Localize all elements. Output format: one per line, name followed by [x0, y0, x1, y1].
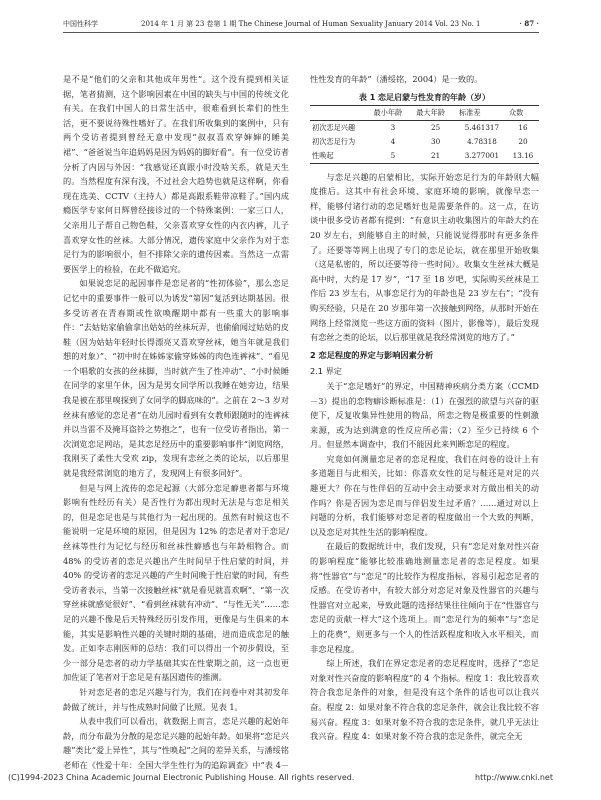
- table-cell: 性唤起: [310, 149, 371, 164]
- table-cell: 3.277001: [457, 149, 507, 164]
- table-cell: 13.16: [507, 149, 539, 164]
- right-column: [310, 72, 539, 772]
- paragraph: 与恋足兴趣的启蒙相比，实际开始恋足行为的年龄则大幅度推后。这其中有社会环境、家庭环境的影响，就像早恋一样，能够付诸行动的恋足嗜好也是需要条件的。这一点，在访谈中很多受访者都有提到：“有意识主动收集图片的年龄大约在 20 岁左右，到能够自主的时候，只能说觉得那时有更多条件了。还要等等网上出现了专门的恋足论坛，就在那里开始收集（这是私密的，所以还要等待一些时间）。收集女生丝袜大概是高中时，大约是 17 岁”，“17 至 18 岁吧，实际购买丝袜是工作后 23 岁左右，从事恋足行为的年龄也是 23 岁左右”；“没有购买经验，只是在 20 岁那年第一次接触到网络，从那时开始在网络上经常浏览一些这方面的资料（图片，影像等），最后发现有恋丝之类的论坛，以后那里就是我经常浏览的地方了。”: [310, 171, 539, 343]
- table-cell: 初次恋足兴趣: [312, 122, 356, 132]
- table-cell: 初次恋足行为: [312, 136, 356, 146]
- table-title: 表 1 恋足启蒙与性发育的年龄（岁）: [358, 92, 491, 102]
- table-row: [310, 149, 539, 164]
- data-table: [310, 105, 539, 164]
- page-number: · 87 ·: [519, 19, 539, 28]
- paragraph: 究竟如何测量恋足者的恋足程度，我们在问卷的设计上有多道题目与此相关，比如：你喜欢女性的足与鞋还是对足的兴趣更大？你在与性伴侣的互动中会主动要求对方做出相关的动作吗？你是否因为恋足而与伴侣发生过矛盾？……通过对以上问题的分析，我们能够对恋足者的程度做出一个大致的判断，以及恋足对其性生活的影响程度。: [310, 453, 539, 537]
- subsection-title: 2.1 界定: [310, 366, 342, 377]
- paragraph: 是不是“他们的父亲和其他成年男性”。这个没有提到相关证据，笔者猜测，这个影响因素在中国的缺失与中国的传统文化有关。在我们中国人的日常生活中，很难看到长辈们的性生活，更不要说待殊性嗜好了。在我们所收集到的案例中，只有两个受访者提到曾经无意中发现“叔叔喜欢穿婶婶的睡美裙”、“爸爸说当年追妈妈是因为妈妈的脚好看”。有一位受访者分析了内因与外因：“我感觉还真跟小时没啥关系，就是天生的。当然程度有深有浅，不过社会大趋势也就是这样啊，你看现在选美、CCTV（主持人）都是高跟系鞋带凉鞋了。”国内成瘾医学专家何日辉曾经接诊过的一个特殊案例：一家三口人，父亲用儿子帮自己物色鞋，父亲喜欢穿女性的内衣内裤，儿子喜欢穿女性的丝袜。大部分情况，遗传家庭中父亲作为对于恋足行为的影响很小，但不排除父亲的遗传因素。当然这一点需要医学上的检验，在此不做追究。: [63, 74, 289, 274]
- table-cell: 25: [431, 122, 441, 132]
- paragraph: 针对恋足者的恋足兴趣与行为，我们在问卷中对其初发年龄做了统计，并与性成熟时间做了比照。见表 1。: [63, 686, 289, 712]
- left-column: [63, 72, 289, 772]
- page-header: [63, 18, 539, 33]
- table-header: 最小年龄: [371, 105, 414, 120]
- paragraph: 性性发育的年龄”（潘绥铭，2004）是一致的。: [310, 74, 483, 84]
- table-cell: 4: [390, 136, 396, 146]
- paragraph: 综上所述，我们在界定恋足者的恋足程度时，选择了“恋足对象对性兴奋度的影响程度”的 4 个指标。程度 1：我比较喜欢符合我恋足条件的对象，但是没有这个条件的话也可以让我兴奋。程度 2：如果对象不符合我的恋足条件，就会让我比较不容易兴奋。程度 3：如果对象不符合我的恋足条件，就几乎无法让我兴奋。程度 4：如果对象不符合我的恋足条件，就完全无: [310, 658, 539, 742]
- journal-issue: [141, 18, 480, 30]
- table-row: [310, 120, 539, 135]
- paragraph: 从表中我们可以看出，就数据上而言，恋足兴趣的起始年龄，而分布最为分散的是恋足兴趣的起始年龄。如果将“恋足兴趣”类比“爱上异性”，其与“性唤起”之间的差异关系，与潘绥铭老师在《性爱十年：全国大学生性行为的追踪调查》中“表 4－: [63, 716, 289, 770]
- paragraph: 但是与网上流传的恋足起源（大部分恋足癖患者都与环境影响有性经历有关）是否性行为都出现时无法是与恋足相关的，但是恋足也是与其他行为一起出现的。虽然有时候这也不能说明一定是环境的原因，但是因为 12% 的恋足者对于恋足/丝袜等性行为记忆与经历和丝袜性癖感也与年龄相物合。而 48% 的受访者的恋足兴趣出产生时间早于性启蒙的时间，并 40% 的受访者的恋足兴趣的产生时间晚于性启蒙的时间，有些受访者表示，当第一次接触丝袜“就是看见就喜欢啊”、“第一次穿丝袜就感觉很好”、“看到丝袜就有冲动”、“与性无关”……恋足的兴趣不像是后天特殊经历引发作用，更像是与生俱来的本能，其实是影响性兴趣的关键时期的基础，进而造成恋足的触发。正如李志刚医师的总结：我们可以得出一个初步假设，至少一部分是恋者的动力学基础其实在性蒙期之前，这一点也更加佐证了笔者对于恋足是有基因遗传的推测。: [63, 482, 289, 683]
- age-table: [310, 91, 539, 164]
- copyright-text: (C)1994-2023 China Academic Journal Electronic Publishing House. All rights reserved.: [8, 773, 355, 782]
- table-cell: 21: [414, 149, 457, 164]
- issue-cn: 2014 年 1 月 第 23 卷第 1 期: [141, 20, 237, 28]
- journal-title-en: The Chinese Journal of Human Sexuality January 2014 Vol. 23 No. 1: [238, 20, 481, 28]
- paragraph: 关于“恋足嗜好”的界定，中国精神疾病分类方案（CCMD－3）提出的恋物癖诊断标准是：（1）在强烈的欲望与兴奋的驱使下，反复收集异性使用的物品，所恋之物是极重要的性刺激来源，或为达到满意的性反应所必需；（2）至少已持续 6 个月。但显然本调查中，我们不能因此来判断恋足的程度。: [310, 380, 539, 450]
- table-header-row: [310, 105, 539, 120]
- table-cell: 16: [518, 122, 528, 132]
- table-header: 众数: [507, 105, 539, 120]
- table-cell: 5: [371, 149, 414, 164]
- table-cell: 30: [431, 136, 441, 146]
- paragraph: 在最后的数据统计中，我们发现，只有“恋足对象对性兴奋的影响程度”能够比较准确地测量恋足者的恋足程度。如果将“性器官”与“恋足”的比较作为程度指标，容易引起恋足者的反感。在受访者中，有较大部分对恋足对象及性器官的兴趣与性器官对立起来，导致此题的选择结果往往倾向于在“性器官与恋足的贡献一样大”这个选项上。而“恋足行为的频率”与“恋足上的花费”，则更多与一个人的性活跃程度和收入水平相关，而非恋足程度。: [310, 541, 539, 654]
- table-header: 最大年龄: [414, 105, 457, 120]
- table-cell: 5.461317: [464, 122, 500, 132]
- section-title: 2 恋足程度的界定与影响因素分析: [310, 349, 434, 360]
- table-header: [310, 105, 371, 120]
- table-cell: 20: [518, 136, 528, 146]
- journal-title: 中国性科学: [63, 20, 98, 28]
- paragraph: 如果说恋足的起因事件是恋足者的“性初体验”，那么恋足记忆中的重要事件一般可以为诱发“第因”复活到达期基因。很多受访者在青春期或性欲唤醒期中都有一些重大的影响事件：“去姑姑家偷偷拿出姑姑的丝袜玩弄，也偷偷闻过姑姑的皮鞋（因为姑姑年轻时长得漂亮又喜欢穿丝袜，她当年就是我们想的对象）”、“初中时在姊姊家偷穿姊姊的肉色连裤袜”、“看见一个唱歌的女孩的丝袜脚，当时就产生了性冲动”、“小时候睡在同学的家里午休，因为是男女同学所以我睡在她旁边，结果我是被在那里嗅探到了女同学的脚底味的”。之前在 2～3 岁对丝袜有感觉的恋足者“在幼儿园时看到有女教师跟随时的连裤袜并以当雷不及掩耳盗铃之势抱之”，也有一位受访者指出，第一次浏览恋足网站，是其恋足经历中的重要影响事件“浏览网络，我刚买了柔性大受欢 zip，发现有恋丝之类的论坛，以后那里就是我经常浏览的地方了，发现网上有很多同好”。: [63, 278, 289, 479]
- footer-url[interactable]: http://www.cnki.net: [475, 773, 553, 782]
- table-header: 标准差: [457, 105, 507, 120]
- page-footer: [8, 773, 593, 782]
- table-cell: 4.78318: [467, 136, 497, 146]
- table-row: [310, 135, 539, 149]
- table-cell: 3: [390, 122, 396, 132]
